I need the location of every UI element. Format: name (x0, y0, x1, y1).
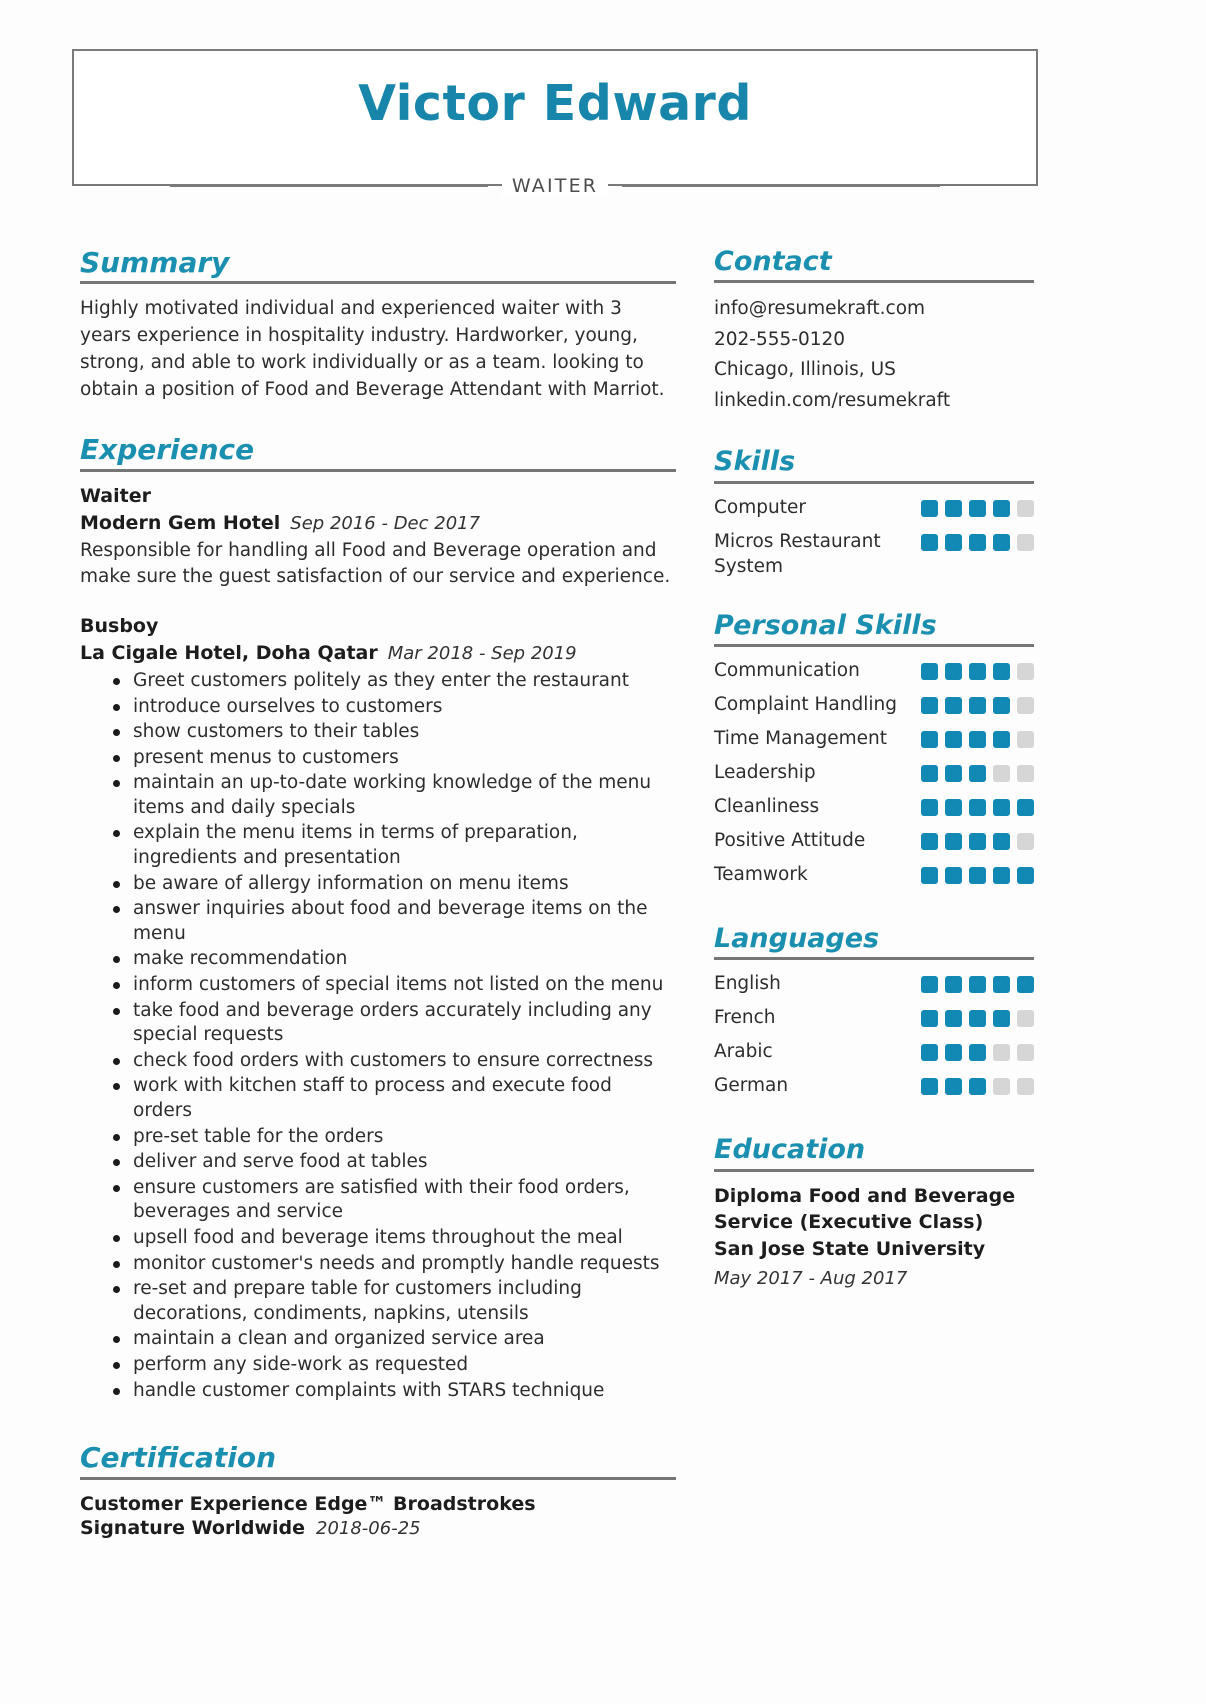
rating-square-filled (969, 833, 986, 850)
personal-skills-heading: Personal Skills (714, 609, 937, 641)
rating-square-filled (945, 1044, 962, 1061)
rating-squares (921, 529, 1034, 551)
rating-square-empty (993, 1078, 1010, 1095)
rating-square-filled (969, 697, 986, 714)
rating-squares (921, 692, 1034, 714)
languages-heading: Languages (714, 923, 880, 955)
rating-squares (921, 658, 1034, 680)
rating-square-empty (1017, 697, 1034, 714)
rating-square-filled (945, 1078, 962, 1095)
rating-square-filled (969, 1078, 986, 1095)
rating-label: French (714, 1007, 776, 1029)
spacer (80, 1421, 676, 1443)
job-bullet: inform customers of special items not listed on the menu (113, 973, 676, 998)
job-dates: Sep 2016 - Dec 2017 (290, 512, 481, 534)
job-bullet: be aware of allergy information on menu items (113, 872, 676, 897)
rating-row (714, 828, 1034, 859)
rating-squares (921, 726, 1034, 748)
contact-line[interactable]: 202-555-0120 (714, 328, 846, 350)
summary-divider (80, 281, 676, 284)
rating-squares (921, 495, 1034, 517)
job-bullet: monitor customer's needs and promptly handle requests (113, 1252, 676, 1277)
role-rule-right (622, 185, 940, 187)
contact-heading: Contact (714, 246, 832, 277)
languages-section (714, 925, 1034, 1104)
rating-square-filled (921, 663, 938, 680)
rating-square-filled (921, 1044, 938, 1061)
rating-square-filled (945, 799, 962, 816)
rating-square-filled (993, 799, 1010, 816)
job-bullet: answer inquiries about food and beverage items on the menu (113, 897, 676, 946)
experience-heading: Experience (80, 433, 255, 467)
rating-square-filled (969, 867, 986, 884)
rating-label: Complaint Handling (714, 694, 897, 716)
job-position: Waiter (80, 484, 151, 507)
rating-square-filled (945, 976, 962, 993)
contact-divider (714, 280, 1034, 283)
rating-label: Cleanliness (714, 796, 820, 818)
role-rule-left (170, 185, 488, 187)
rating-square-filled (945, 731, 962, 748)
rating-square-empty (1017, 833, 1034, 850)
experience-divider (80, 469, 676, 472)
experience-section (80, 435, 676, 1403)
rating-square-filled (921, 500, 938, 517)
rating-row (714, 726, 1034, 757)
role-label: WAITER (502, 175, 608, 197)
rating-square-filled (969, 1010, 986, 1027)
rating-square-filled (921, 1010, 938, 1027)
contact-section (714, 248, 1034, 416)
education-school: San Jose State University (714, 1238, 986, 1260)
rating-square-filled (945, 1010, 962, 1027)
rating-square-filled (969, 731, 986, 748)
personal-skills-divider (714, 644, 1034, 647)
job-bullet: maintain an up-to-date working knowledge of the menu items and daily specials (113, 771, 676, 820)
rating-square-filled (921, 1078, 938, 1095)
rating-square-empty (1017, 765, 1034, 782)
job-company-line (80, 640, 676, 667)
rating-square-filled (945, 833, 962, 850)
rating-square-filled (993, 500, 1010, 517)
rating-label: Time Management (714, 728, 888, 750)
skills-heading: Skills (714, 446, 796, 478)
education-section (714, 1136, 1034, 1291)
rating-square-filled (969, 500, 986, 517)
rating-square-filled (969, 1044, 986, 1061)
rating-row (714, 658, 1034, 689)
rating-squares (921, 760, 1034, 782)
rating-square-empty (993, 765, 1010, 782)
personal-skills-section (714, 609, 1034, 893)
rating-square-filled (921, 833, 938, 850)
job-company-line (80, 510, 676, 537)
education-divider (714, 1169, 1034, 1172)
education-degree-line-2: Service (Executive Class) (714, 1211, 984, 1234)
rating-label: Micros Restaurant System (714, 530, 881, 578)
rating-square-filled (921, 534, 938, 551)
rating-square-empty (1017, 1044, 1034, 1061)
rating-row (714, 794, 1034, 825)
certification-section (80, 1443, 676, 1539)
rating-square-filled (993, 976, 1010, 993)
rating-square-empty (1017, 663, 1034, 680)
summary-text: Highly motivated individual and experienced waiter with 3 years experience in hospitality industry. Hardworker, young, strong, and able to work individually or as a team. looking to obtain a position of Food and Beverage Attendant with Marriot. (80, 298, 665, 401)
rating-squares (921, 1039, 1034, 1061)
rating-square-filled (969, 976, 986, 993)
job-bullet: perform any side-work as requested (113, 1353, 676, 1378)
rating-label: Leadership (714, 762, 816, 784)
job-dates: Mar 2018 - Sep 2019 (387, 642, 577, 664)
job-bullet: ensure customers are satisfied with their food orders, beverages and service (113, 1176, 676, 1225)
job-bullet: Greet customers politely as they enter the restaurant (113, 669, 676, 694)
certification-name: Customer Experience Edge™ Broadstrokes (80, 1492, 536, 1515)
education-heading: Education (714, 1134, 866, 1166)
rating-square-filled (1017, 799, 1034, 816)
languages-divider (714, 957, 1034, 960)
certification-issuer: Signature Worldwide (80, 1517, 305, 1540)
rating-row (714, 760, 1034, 791)
job-bullet: explain the menu items in terms of preparation, ingredients and presentation (113, 821, 676, 870)
rating-square-filled (945, 534, 962, 551)
rating-squares (921, 828, 1034, 850)
job-bullet: deliver and serve food at tables (113, 1150, 676, 1175)
rating-row (714, 1073, 1034, 1104)
languages-rating-list (714, 971, 1034, 1104)
rating-row (714, 862, 1034, 893)
job-bullet: re-set and prepare table for customers including decorations, condiments, napkins, utensils (113, 1277, 676, 1326)
rating-label: Computer (714, 496, 806, 518)
rating-square-empty (1017, 1078, 1034, 1095)
rating-square-empty (1017, 534, 1034, 551)
job-bullet: handle customer complaints with STARS technique (113, 1379, 676, 1404)
rating-square-filled (993, 731, 1010, 748)
contact-list (714, 294, 1034, 416)
rating-squares (921, 1005, 1034, 1027)
contact-line[interactable]: Chicago, Illinois, US (714, 359, 896, 381)
job-bullet-list (80, 669, 676, 1403)
rating-square-filled (969, 799, 986, 816)
job-bullet: make recommendation (113, 947, 676, 972)
summary-heading: Summary (80, 246, 230, 279)
job-bullet: introduce ourselves to customers (113, 695, 676, 720)
rating-square-filled (969, 534, 986, 551)
rating-label: Arabic (714, 1041, 773, 1063)
rating-square-empty (1017, 1010, 1034, 1027)
skills-divider (714, 481, 1034, 484)
job-bullet: upsell food and beverage items throughout the meal (113, 1226, 676, 1251)
rating-square-filled (969, 663, 986, 680)
rating-square-filled (921, 731, 938, 748)
rating-square-filled (945, 500, 962, 517)
rating-square-filled (921, 976, 938, 993)
rating-square-filled (993, 1010, 1010, 1027)
rating-square-filled (945, 663, 962, 680)
job-bullet: check food orders with customers to ensure correctness (113, 1049, 676, 1074)
summary-section (80, 248, 676, 403)
rating-label: Positive Attitude (714, 830, 866, 852)
education-dates: May 2017 - Aug 2017 (714, 1267, 908, 1289)
rating-square-filled (993, 697, 1010, 714)
rating-square-filled (945, 697, 962, 714)
rating-square-filled (921, 867, 938, 884)
left-column (80, 248, 676, 1557)
rating-label: German (714, 1075, 789, 1097)
rating-square-empty (1017, 500, 1034, 517)
rating-label: Teamwork (714, 864, 808, 886)
rating-square-filled (945, 765, 962, 782)
rating-row (714, 1039, 1034, 1070)
rating-row (714, 495, 1034, 526)
rating-square-filled (993, 833, 1010, 850)
experience-item (80, 613, 676, 1403)
education-degree-line-1: Diploma Food and Beverage (714, 1184, 1016, 1207)
rating-square-empty (993, 1044, 1010, 1061)
job-bullet: work with kitchen staff to process and execute food orders (113, 1074, 676, 1123)
job-bullet: pre-set table for the orders (113, 1125, 676, 1150)
rating-square-filled (921, 799, 938, 816)
certification-issuer-line (80, 1517, 676, 1539)
certification-divider (80, 1477, 676, 1480)
rating-label: Communication (714, 660, 860, 682)
rating-square-filled (921, 765, 938, 782)
rating-square-filled (945, 867, 962, 884)
job-position: Busboy (80, 614, 159, 637)
rating-square-filled (993, 534, 1010, 551)
experience-item (80, 483, 676, 591)
contact-line[interactable]: info@resumekraft.com (714, 298, 926, 320)
rating-squares (921, 794, 1034, 816)
job-description: Responsible for handling all Food and Beverage operation and make sure the guest satisfaction of our service and experience. (80, 539, 671, 588)
page-title: Victor Edward (358, 75, 752, 132)
job-bullet: take food and beverage orders accurately including any special requests (113, 999, 676, 1048)
job-company: Modern Gem Hotel (80, 511, 281, 534)
rating-row (714, 692, 1034, 723)
spacer (80, 599, 676, 613)
rating-square-filled (969, 765, 986, 782)
certification-heading: Certification (80, 1441, 277, 1475)
rating-row (714, 529, 1034, 580)
rating-row (714, 1005, 1034, 1036)
right-column (714, 248, 1034, 1310)
rating-square-filled (921, 697, 938, 714)
header-box (72, 49, 1038, 197)
rating-square-filled (1017, 867, 1034, 884)
rating-square-filled (1017, 976, 1034, 993)
job-bullet: show customers to their tables (113, 720, 676, 745)
rating-square-empty (1017, 731, 1034, 748)
personal-skills-rating-list (714, 658, 1034, 893)
rating-row (714, 971, 1034, 1002)
rating-squares (921, 862, 1034, 884)
contact-line[interactable]: linkedin.com/resumekraft (714, 389, 951, 411)
job-bullet: present menus to customers (113, 746, 676, 771)
certification-date: 2018-06-25 (316, 1518, 421, 1540)
rating-label: English (714, 973, 781, 995)
skills-rating-list (714, 495, 1034, 580)
job-bullet: maintain a clean and organized service area (113, 1327, 676, 1352)
rating-square-filled (993, 663, 1010, 680)
rating-square-filled (993, 867, 1010, 884)
rating-squares (921, 1073, 1034, 1095)
rating-squares (921, 971, 1034, 993)
role-banner (74, 175, 1036, 197)
skills-section (714, 448, 1034, 579)
job-company: La Cigale Hotel, Doha Qatar (80, 641, 378, 664)
